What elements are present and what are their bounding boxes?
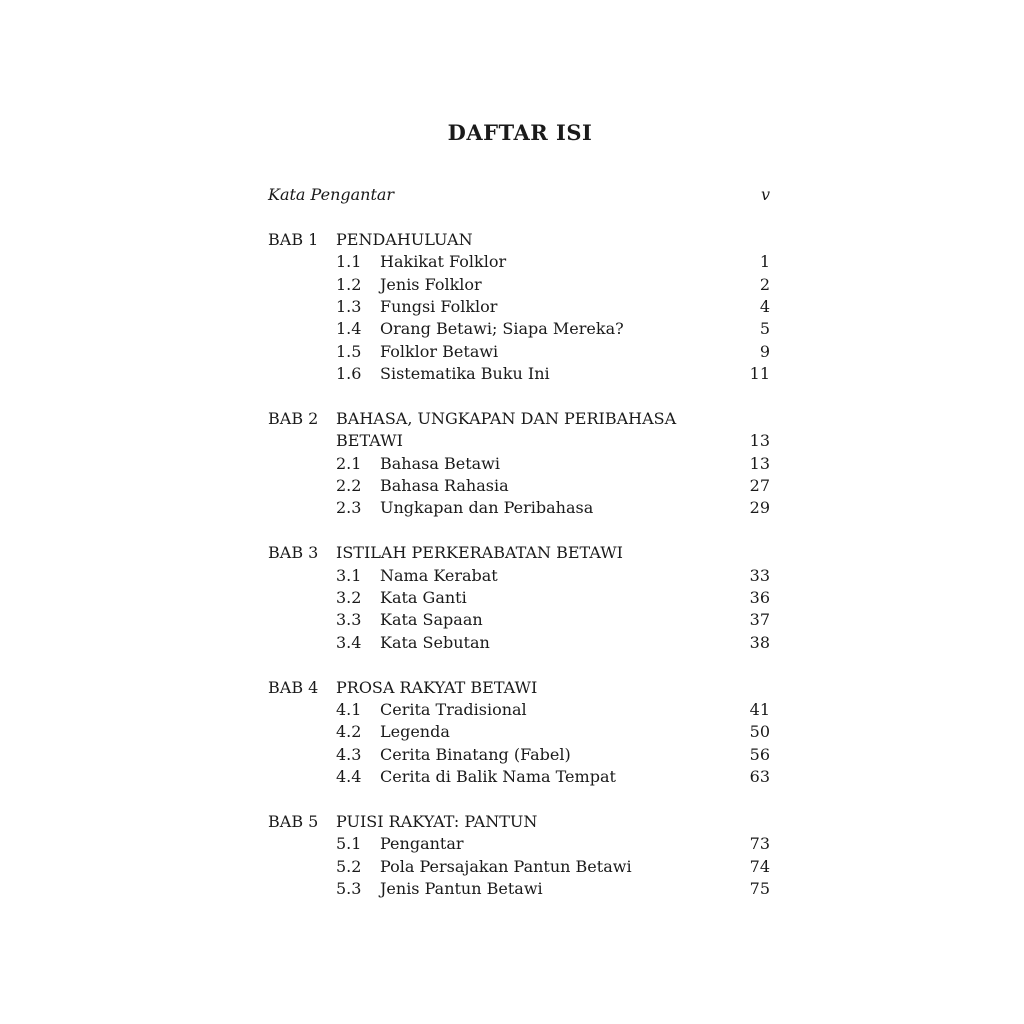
chapter-block [268, 811, 770, 901]
chapter-title-continued: BETAWI [336, 431, 403, 451]
chapter-title: ISTILAH PERKERABATAN BETAWI [336, 543, 623, 563]
section-number: 1.4 [336, 319, 362, 339]
page-number: 1 [759, 252, 770, 272]
section-entry[interactable] [268, 878, 770, 900]
section-entry[interactable] [268, 274, 770, 296]
page-number: 38 [749, 632, 770, 652]
section-title: Jenis Pantun Betawi [380, 879, 543, 899]
section-number: 1.2 [336, 274, 362, 294]
chapter-block [268, 677, 770, 789]
chapter-heading[interactable] [268, 229, 770, 251]
section-title: Sistematika Buku Ini [380, 364, 550, 384]
page-number: 37 [749, 610, 770, 630]
section-entry[interactable] [268, 766, 770, 788]
section-entry[interactable] [268, 341, 770, 363]
section-number: 1.3 [336, 296, 362, 316]
section-number: 1.1 [336, 252, 362, 272]
section-title: Kata Ganti [380, 588, 467, 608]
section-title: Kata Sapaan [380, 610, 483, 630]
chapter-title: BAHASA, UNGKAPAN DAN PERIBAHASA [336, 408, 677, 428]
page-number: 56 [749, 744, 770, 764]
page-number: 11 [749, 364, 770, 384]
section-number: 3.1 [336, 565, 362, 585]
section-entry[interactable] [268, 721, 770, 743]
section-number: 2.1 [336, 453, 362, 473]
chapter-number: BAB 4 [268, 677, 319, 697]
section-title: Bahasa Rahasia [380, 476, 509, 496]
table-of-contents [268, 184, 770, 901]
chapter-title: PROSA RAKYAT BETAWI [336, 677, 538, 697]
page-number: 63 [749, 767, 770, 787]
section-title: Orang Betawi; Siapa Mereka? [380, 319, 624, 339]
page-number: 41 [749, 699, 770, 719]
section-title: Bahasa Betawi [380, 453, 500, 473]
section-title: Nama Kerabat [380, 565, 498, 585]
page-number: 5 [759, 319, 770, 339]
page-number: 27 [749, 476, 770, 496]
page-number: 13 [749, 431, 770, 451]
page-number: 36 [749, 588, 770, 608]
chapter-heading[interactable] [268, 811, 770, 833]
section-entry[interactable] [268, 251, 770, 273]
chapter-block [268, 408, 770, 520]
section-number: 4.3 [336, 744, 362, 764]
page-number: 33 [749, 565, 770, 585]
section-entry[interactable] [268, 453, 770, 475]
section-title: Ungkapan dan Peribahasa [380, 498, 594, 518]
chapter-heading-continued[interactable] [268, 430, 770, 452]
chapter-number: BAB 5 [268, 811, 319, 831]
section-number: 5.3 [336, 879, 362, 899]
section-number: 3.3 [336, 610, 362, 630]
page-number: 9 [759, 341, 770, 361]
section-title: Kata Sebutan [380, 632, 490, 652]
chapter-block [268, 542, 770, 654]
page-number: v [760, 185, 770, 204]
page-number: 75 [749, 879, 770, 899]
section-title: Jenis Folklor [380, 274, 482, 294]
section-entry[interactable] [268, 699, 770, 721]
section-number: 4.1 [336, 699, 362, 719]
section-title: Legenda [380, 722, 450, 742]
chapter-heading[interactable] [268, 542, 770, 564]
section-number: 2.3 [336, 498, 362, 518]
section-entry[interactable] [268, 296, 770, 318]
section-title: Fungsi Folklor [380, 296, 498, 316]
chapter-number: BAB 1 [268, 229, 319, 249]
section-number: 4.4 [336, 767, 362, 787]
section-entry[interactable] [268, 856, 770, 878]
page-number: 50 [749, 722, 770, 742]
chapter-number: BAB 3 [268, 543, 319, 563]
section-entry[interactable] [268, 632, 770, 654]
section-number: 5.1 [336, 834, 362, 854]
page-number: 4 [759, 296, 770, 316]
chapter-list [268, 229, 770, 901]
section-number: 1.6 [336, 364, 362, 384]
page-title: DAFTAR ISI [447, 120, 593, 145]
intro-entry[interactable] [268, 184, 770, 206]
section-entry[interactable] [268, 744, 770, 766]
section-title: Pola Persajakan Pantun Betawi [380, 856, 632, 876]
chapter-heading[interactable] [268, 677, 770, 699]
page-number: 74 [749, 856, 770, 876]
section-number: 3.2 [336, 588, 362, 608]
intro-label: Kata Pengantar [268, 185, 395, 204]
section-entry[interactable] [268, 565, 770, 587]
section-number: 1.5 [336, 341, 362, 361]
page-number: 29 [749, 498, 770, 518]
section-entry[interactable] [268, 833, 770, 855]
section-number: 2.2 [336, 476, 362, 496]
section-entry[interactable] [268, 318, 770, 340]
section-title: Cerita di Balik Nama Tempat [380, 767, 616, 787]
chapter-block [268, 229, 770, 386]
section-title: Folklor Betawi [380, 341, 499, 361]
chapter-heading[interactable] [268, 408, 770, 430]
section-entry[interactable] [268, 587, 770, 609]
section-title: Hakikat Folklor [380, 252, 507, 272]
page-number: 73 [749, 834, 770, 854]
section-entry[interactable] [268, 475, 770, 497]
section-entry[interactable] [268, 363, 770, 385]
page-number: 13 [749, 453, 770, 473]
chapter-title: PUISI RAKYAT: PANTUN [336, 811, 538, 831]
chapter-title: PENDAHULUAN [336, 229, 473, 249]
section-number: 3.4 [336, 632, 362, 652]
chapter-number: BAB 2 [268, 408, 319, 428]
section-title: Cerita Binatang (Fabel) [380, 744, 571, 764]
section-entry[interactable] [268, 497, 770, 519]
section-title: Cerita Tradisional [380, 699, 527, 719]
section-title: Pengantar [380, 834, 464, 854]
section-entry[interactable] [268, 609, 770, 631]
section-number: 5.2 [336, 856, 362, 876]
page-number: 2 [759, 274, 770, 294]
section-number: 4.2 [336, 722, 362, 742]
